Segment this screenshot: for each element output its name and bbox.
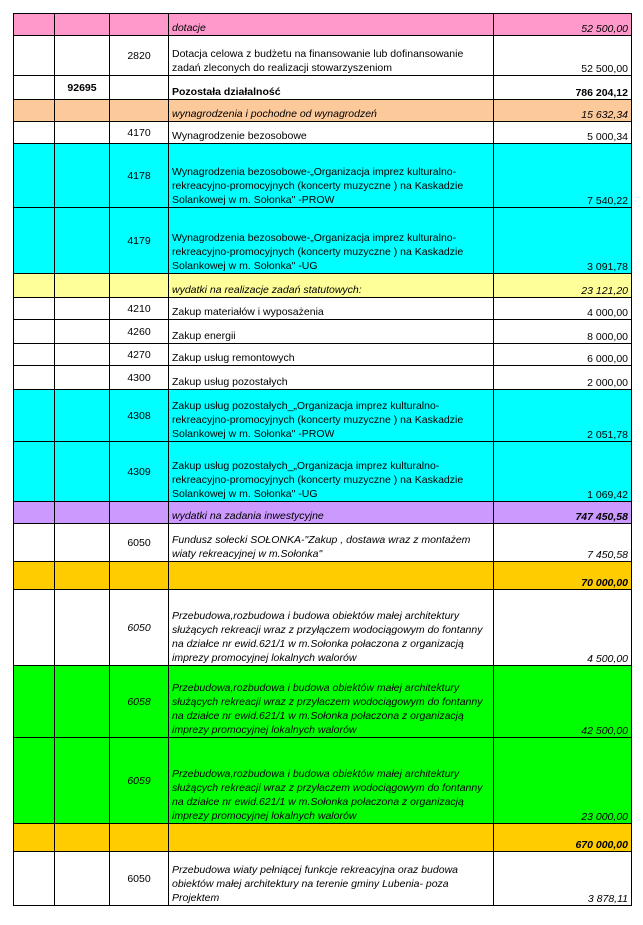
cell-description: dotacje xyxy=(169,14,494,36)
cell-description xyxy=(169,562,494,590)
cell-paragraph: 4270 xyxy=(110,344,169,366)
cell-description xyxy=(169,824,494,852)
table-row xyxy=(14,344,632,366)
cell-amount: 3 878,11 xyxy=(494,852,632,906)
cell-paragraph: 6050 xyxy=(110,590,169,666)
cell-paragraph: 2820 xyxy=(110,36,169,76)
cell-description: Zakup usług pozostałych_„Organizacja imprez kulturalno-rekreacyjno-promocyjnych (koncerty muzyczne ) na Kaskadzie Solankowej w m. Sołonka" -UG xyxy=(169,442,494,502)
table-body xyxy=(14,14,632,906)
cell-col-a xyxy=(14,14,55,36)
cell-description: Wynagrodzenia bezosobowe-„Organizacja imprez kulturalno-rekreacyjno-promocyjnych (koncerty muzyczne ) na Kaskadzie Solankowej w m. Sołonka" -UG xyxy=(169,208,494,274)
cell-chapter xyxy=(55,100,110,122)
cell-paragraph xyxy=(110,502,169,524)
cell-chapter xyxy=(55,824,110,852)
cell-col-a xyxy=(14,502,55,524)
cell-col-a xyxy=(14,738,55,824)
cell-col-a xyxy=(14,122,55,144)
table-row xyxy=(14,122,632,144)
cell-amount: 747 450,58 xyxy=(494,502,632,524)
cell-paragraph xyxy=(110,824,169,852)
cell-chapter xyxy=(55,320,110,344)
cell-chapter xyxy=(55,442,110,502)
cell-chapter xyxy=(55,738,110,824)
table-row xyxy=(14,36,632,76)
cell-description: Przebudowa wiaty pełniącej funkcje rekreacyjna oraz budowa obiektów małej architektury na terenie gminy Lubenia- poza Projektem xyxy=(169,852,494,906)
cell-paragraph: 6050 xyxy=(110,852,169,906)
cell-amount: 2 000,00 xyxy=(494,366,632,390)
table-row xyxy=(14,76,632,100)
cell-chapter xyxy=(55,562,110,590)
cell-chapter xyxy=(55,366,110,390)
cell-amount: 3 091,78 xyxy=(494,208,632,274)
cell-col-a xyxy=(14,390,55,442)
cell-description: Fundusz sołecki SOŁONKA-"Zakup , dostawa wraz z montażem wiaty rekreacyjnej w m.Sołonka" xyxy=(169,524,494,562)
cell-amount: 8 000,00 xyxy=(494,320,632,344)
cell-chapter xyxy=(55,524,110,562)
cell-paragraph xyxy=(110,562,169,590)
cell-amount: 52 500,00 xyxy=(494,14,632,36)
cell-chapter xyxy=(55,852,110,906)
table-row xyxy=(14,208,632,274)
cell-chapter xyxy=(55,14,110,36)
cell-amount: 670 000,00 xyxy=(494,824,632,852)
cell-paragraph: 4308 xyxy=(110,390,169,442)
cell-chapter xyxy=(55,666,110,738)
cell-paragraph xyxy=(110,274,169,298)
cell-paragraph xyxy=(110,100,169,122)
cell-col-a xyxy=(14,590,55,666)
cell-paragraph xyxy=(110,76,169,100)
table-row xyxy=(14,502,632,524)
cell-description: wynagrodzenia i pochodne od wynagrodzeń xyxy=(169,100,494,122)
cell-description: Zakup energii xyxy=(169,320,494,344)
cell-chapter xyxy=(55,502,110,524)
cell-description: Przebudowa,rozbudowa i budowa obiektów małej architektury służących rekreacji wraz z przyłaczem wodociągowym do fontanny na działce nr ewid.621/1 w m.Sołonka połaczona z organizacją imprezy promocyjnej lokalnych walorów xyxy=(169,666,494,738)
cell-description: Przebudowa,rozbudowa i budowa obiektów małej architektury służących rekreacji wraz z przyłaczem wodociągowym do fontanny na działce nr ewid.621/1 w m.Sołonka połaczona z organizacją imprezy promocyjnej lokalnych walorów xyxy=(169,738,494,824)
cell-description: Przebudowa,rozbudowa i budowa obiektów małej architektury służących rekreacji wraz z przyłączem wodociągowym do fontanny na działce nr ewid.621/1 w m.Sołonka połaczona z organizacją imprezy promocyjnej lokalnych walorów xyxy=(169,590,494,666)
cell-description: Zakup usług pozostałych xyxy=(169,366,494,390)
table-row xyxy=(14,852,632,906)
cell-col-a xyxy=(14,208,55,274)
cell-paragraph: 4309 xyxy=(110,442,169,502)
cell-paragraph: 4260 xyxy=(110,320,169,344)
cell-paragraph: 4210 xyxy=(110,298,169,320)
cell-description: wydatki na realizacje zadań statutowych: xyxy=(169,274,494,298)
cell-amount: 23 000,00 xyxy=(494,738,632,824)
cell-amount: 23 121,20 xyxy=(494,274,632,298)
table-row xyxy=(14,144,632,208)
cell-description: Dotacja celowa z budżetu na finansowanie lub dofinansowanie zadań zleconych do realizacji stowarzyszeniom xyxy=(169,36,494,76)
cell-col-a xyxy=(14,366,55,390)
cell-col-a xyxy=(14,442,55,502)
table-row xyxy=(14,320,632,344)
cell-amount: 15 632,34 xyxy=(494,100,632,122)
table-row xyxy=(14,442,632,502)
cell-description: Zakup materiałów i wyposażenia xyxy=(169,298,494,320)
cell-description: Wynagrodzenia bezosobowe-„Organizacja imprez kulturalno-rekreacyjno-promocyjnych (koncerty muzyczne ) na Kaskadzie Solankowej w m. Sołonka" -PROW xyxy=(169,144,494,208)
cell-chapter xyxy=(55,36,110,76)
cell-amount: 70 000,00 xyxy=(494,562,632,590)
cell-paragraph: 4178 xyxy=(110,144,169,208)
cell-paragraph: 4170 xyxy=(110,122,169,144)
cell-amount: 52 500,00 xyxy=(494,36,632,76)
cell-amount: 7 540,22 xyxy=(494,144,632,208)
table-row xyxy=(14,738,632,824)
table-row xyxy=(14,298,632,320)
cell-description: Pozostała działalność xyxy=(169,76,494,100)
cell-amount: 4 500,00 xyxy=(494,590,632,666)
cell-col-a xyxy=(14,100,55,122)
cell-description: wydatki na zadania inwestycyjne xyxy=(169,502,494,524)
cell-col-a xyxy=(14,852,55,906)
cell-paragraph: 4300 xyxy=(110,366,169,390)
cell-amount: 6 000,00 xyxy=(494,344,632,366)
table-row xyxy=(14,390,632,442)
cell-amount: 1 069,42 xyxy=(494,442,632,502)
cell-col-a xyxy=(14,666,55,738)
cell-amount: 42 500,00 xyxy=(494,666,632,738)
cell-chapter: 92695 xyxy=(55,76,110,100)
cell-amount: 786 204,12 xyxy=(494,76,632,100)
cell-col-a xyxy=(14,320,55,344)
table-row xyxy=(14,14,632,36)
table-row xyxy=(14,824,632,852)
cell-col-a xyxy=(14,274,55,298)
cell-chapter xyxy=(55,122,110,144)
cell-col-a xyxy=(14,144,55,208)
cell-chapter xyxy=(55,274,110,298)
cell-amount: 5 000,34 xyxy=(494,122,632,144)
cell-amount: 4 000,00 xyxy=(494,298,632,320)
table-row xyxy=(14,666,632,738)
cell-col-a xyxy=(14,524,55,562)
cell-chapter xyxy=(55,344,110,366)
table-row xyxy=(14,100,632,122)
cell-col-a xyxy=(14,298,55,320)
cell-paragraph: 4179 xyxy=(110,208,169,274)
table-row xyxy=(14,366,632,390)
cell-col-a xyxy=(14,824,55,852)
cell-paragraph xyxy=(110,14,169,36)
budget-table xyxy=(13,13,632,906)
cell-col-a xyxy=(14,562,55,590)
cell-col-a xyxy=(14,36,55,76)
table-row xyxy=(14,274,632,298)
cell-chapter xyxy=(55,144,110,208)
cell-chapter xyxy=(55,590,110,666)
cell-paragraph: 6059 xyxy=(110,738,169,824)
cell-chapter xyxy=(55,390,110,442)
cell-description: Zakup usług pozostałych_„Organizacja imprez kulturalno-rekreacyjno-promocyjnych (koncerty muzyczne ) na Kaskadzie Solankowej w m. Sołonka" -PROW xyxy=(169,390,494,442)
cell-amount: 2 051,78 xyxy=(494,390,632,442)
cell-paragraph: 6050 xyxy=(110,524,169,562)
table-row xyxy=(14,562,632,590)
cell-chapter xyxy=(55,208,110,274)
cell-col-a xyxy=(14,344,55,366)
cell-amount: 7 450,58 xyxy=(494,524,632,562)
table-row xyxy=(14,524,632,562)
cell-chapter xyxy=(55,298,110,320)
cell-description: Wynagrodzenie bezosobowe xyxy=(169,122,494,144)
cell-description: Zakup usług remontowych xyxy=(169,344,494,366)
cell-col-a xyxy=(14,76,55,100)
cell-paragraph: 6058 xyxy=(110,666,169,738)
table-row xyxy=(14,590,632,666)
